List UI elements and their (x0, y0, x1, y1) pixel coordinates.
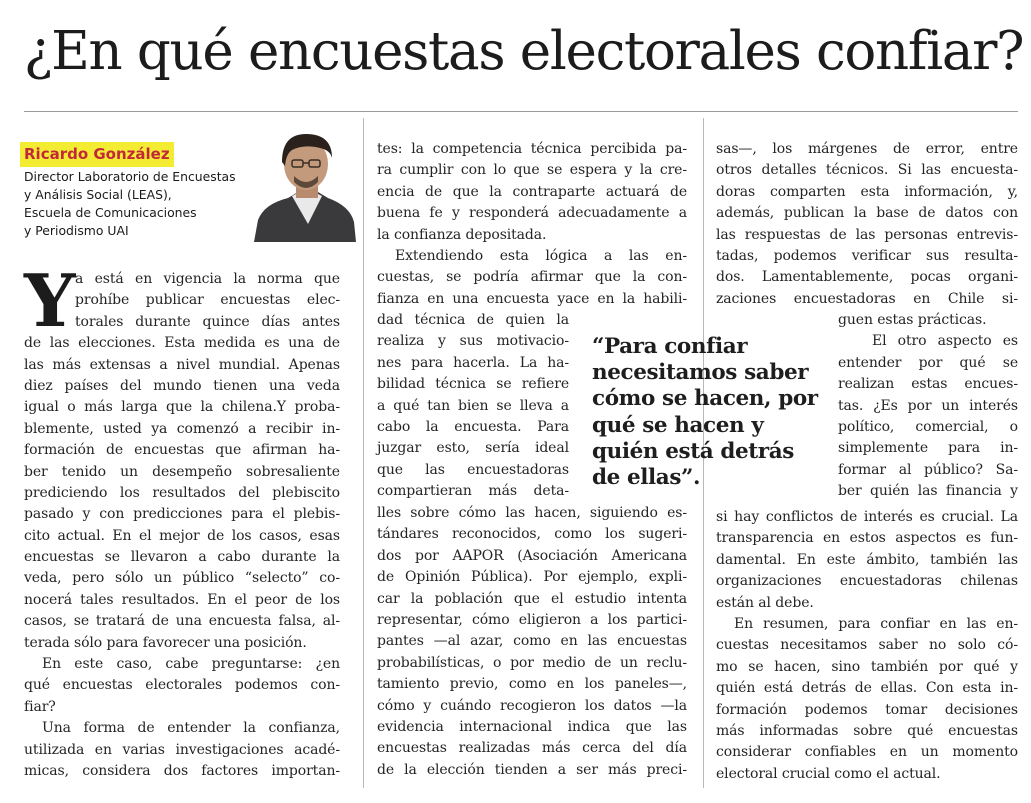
text-line: juzgar esto, sería ideal (377, 440, 569, 457)
text-line: Una forma de entender la confianza, (42, 720, 340, 737)
text-line: realiza y sus motivacio- (377, 333, 569, 350)
text-line: organizaciones encuestadoras chilenas (716, 573, 1018, 590)
text-line: dad técnica de quien la (377, 312, 569, 328)
text-line: doras comparten esta información, y, (716, 183, 1018, 200)
column-3-top (716, 139, 1018, 310)
pull-quote (592, 334, 832, 491)
author-role (24, 168, 274, 240)
text-line: pantes —al azar, como en las encuestas (377, 633, 687, 650)
text-line: a está en vigencia la norma que (75, 271, 340, 287)
author-photo (248, 128, 360, 242)
author-role-line: y Periodismo UAI (24, 223, 129, 238)
text-line: cómo y cuándo recogieron los datos —la (377, 697, 687, 714)
column-2-top (377, 139, 687, 310)
text-line: de las elecciones. Esta medida es una de (24, 335, 340, 352)
pull-quote-line: quién está detrás (592, 438, 794, 464)
text-line: que las encuestadoras (377, 461, 569, 478)
column-3-narrow (838, 310, 1018, 503)
text-line: evidencia internacional indica que las (377, 718, 687, 735)
text-line: qué encuestas electorales podemos con- (24, 677, 340, 694)
author-name: Ricardo González (20, 142, 174, 167)
text-line: transparencia en estos aspectos es fun- (716, 530, 1018, 547)
text-line: encuestas realizadas más cerca del día (377, 740, 687, 757)
column-1 (24, 258, 340, 782)
text-line: En este caso, cabe preguntarse: ¿en (42, 656, 340, 673)
text-line: de Opinión Pública). Por ejemplo, expli- (377, 569, 687, 586)
text-line: igual o más larga que la chilena.Y proba- (24, 399, 340, 416)
text-line: quién está detrás de ellas. Con esta in- (716, 680, 1018, 697)
text-line: dos. Lamentablemente, pocas organi- (716, 269, 1018, 286)
text-line: lles sobre cómo las hacen, siguiendo es- (377, 505, 687, 521)
text-line: zaciones encuestadoras en Chile si- (716, 290, 1018, 307)
text-line: además, publican la base de datos con (716, 205, 1018, 222)
text-line: prohíbe publicar encuestas elec- (75, 292, 340, 309)
author-box (20, 128, 360, 242)
text-line: tándares reconocidos, como los sugeri- (377, 526, 687, 543)
text-line: cuestas necesitamos saber no solo có- (716, 637, 1018, 654)
text-line: formación de encuestas que afirman ha- (24, 442, 340, 459)
text-line: veda, pero sólo un público “selecto” co- (24, 570, 340, 587)
text-line: ra cumplir con lo que se espera y la cre- (377, 162, 687, 179)
text-line: car la población que el estudio intenta (377, 590, 687, 607)
text-line: tamiento previo, como en los paneles—, (377, 676, 687, 693)
text-line: micas, considera dos factores importan- (24, 762, 340, 779)
text-line: casos, se tratará de una encuesta falsa, al- (24, 613, 340, 630)
text-line: pasado y con predicciones para el plebis- (24, 506, 340, 523)
text-line: formación podemos tomar decisiones (716, 701, 1018, 718)
pull-quote-line: cómo se hacen, por (592, 386, 818, 412)
text-line: formar al público? Sa- (838, 461, 1018, 478)
pull-quote-line: de ellas”. (592, 465, 701, 491)
headline-rule (24, 111, 1018, 112)
text-line: fianza en una encuesta yace en la habili- (377, 290, 687, 307)
text-line: electoral crucial como el actual. (716, 765, 941, 782)
text-line: de la elección tienden a ser más preci- (377, 761, 687, 778)
text-line: buena fe y responderá adecuadamente a (377, 205, 687, 222)
text-line: cabo la encuesta. Para (377, 418, 569, 435)
text-line: encuestas se llevaron a cabo durante la (24, 549, 340, 566)
headline: ¿En qué encuestas electorales confiar? (24, 21, 1024, 82)
pull-quote-line: “Para confiar (592, 334, 748, 359)
author-role-line: y Análisis Social (LEAS), (24, 187, 172, 202)
text-line: torales durante quince días antes (75, 313, 340, 330)
text-line: damental. En este ámbito, también las (716, 551, 1018, 568)
text-line: tadas, podemos verificar sus resulta- (716, 247, 1018, 264)
text-line: dos por AAPOR (Asociación Americana (377, 547, 687, 564)
text-line: más informadas sobre qué encuestas (716, 722, 1018, 739)
text-line: prediciendo los resultados del plebiscito (24, 484, 340, 501)
text-line: cito actual. En el mejor de los casos, esas (24, 527, 340, 544)
text-line: cuestas, se podría afirmar que la con- (377, 269, 687, 286)
column-3-bottom (716, 507, 1018, 785)
column-2-narrow (377, 310, 569, 503)
text-line: tas. ¿Es por un interés (838, 397, 1018, 414)
text-line: otros detalles técnicos. Si las encuesta- (716, 162, 1018, 179)
text-line: están al debe. (716, 594, 814, 611)
text-line: realizan estas encues- (838, 376, 1018, 393)
drop-cap: Y (24, 258, 76, 343)
text-line: nes para hacerla. La ha- (377, 354, 569, 371)
text-line: encia de que la contraparte actuará de (377, 183, 687, 200)
text-line: político, comercial, o (838, 418, 1018, 435)
text-line: representar, cómo eligieron a los partici- (377, 611, 687, 628)
text-line: guen estas prácticas. (838, 312, 987, 328)
text-line: El otro aspecto es (872, 333, 1018, 350)
text-line: a qué tan bien se lleva a (377, 397, 569, 414)
text-line: las más extensas a nivel mundial. Apenas (24, 356, 340, 373)
text-line: compartieran más deta- (377, 483, 569, 500)
text-line: probabilísticas, o por medio de un reclu- (377, 654, 687, 671)
text-line: la confianza depositada. (377, 226, 547, 243)
text-line: bilidad técnica se refiere (377, 376, 569, 393)
text-line: entender por qué se (838, 354, 1018, 371)
column-2-bottom (377, 503, 687, 781)
text-line: En resumen, para confiar en las en- (734, 615, 1018, 632)
text-line: diez países del mundo tienen una veda (24, 377, 340, 394)
author-role-line: Escuela de Comunicaciones (24, 205, 197, 220)
text-line: tes: la competencia técnica percibida pa- (377, 141, 687, 157)
text-line: ber tenido un desempeño sobresaliente (24, 463, 340, 480)
text-line: nocerá tales resultados. En el peor de los (24, 591, 340, 608)
text-line: utilizada en varias investigaciones acadé- (24, 741, 340, 758)
pull-quote-line: necesitamos saber (592, 360, 809, 386)
text-line: simplemente para in- (838, 440, 1018, 457)
column-divider-1 (363, 118, 364, 788)
text-line: Extendiendo esta lógica a las en- (395, 247, 687, 264)
text-line: ber quién las financia y (838, 483, 1018, 500)
pull-quote-line: qué se hacen y (592, 412, 764, 438)
text-line: blemente, usted ya comenzó a recibir in- (24, 420, 340, 437)
text-line: mo se hacen, sino también por qué y (716, 658, 1018, 675)
author-role-line: Director Laboratorio de Encuestas (24, 169, 236, 184)
text-line: sas—, los márgenes de error, entre (716, 141, 1018, 157)
text-line: fiar? (24, 698, 56, 715)
text-line: terada sólo para favorecer una posición. (24, 634, 307, 651)
text-line: considerar confiables en un momento (716, 744, 1018, 761)
text-line: si hay conflictos de interés es crucial. La (716, 509, 1018, 525)
text-line: las respuestas de las personas entrevis- (716, 226, 1018, 243)
